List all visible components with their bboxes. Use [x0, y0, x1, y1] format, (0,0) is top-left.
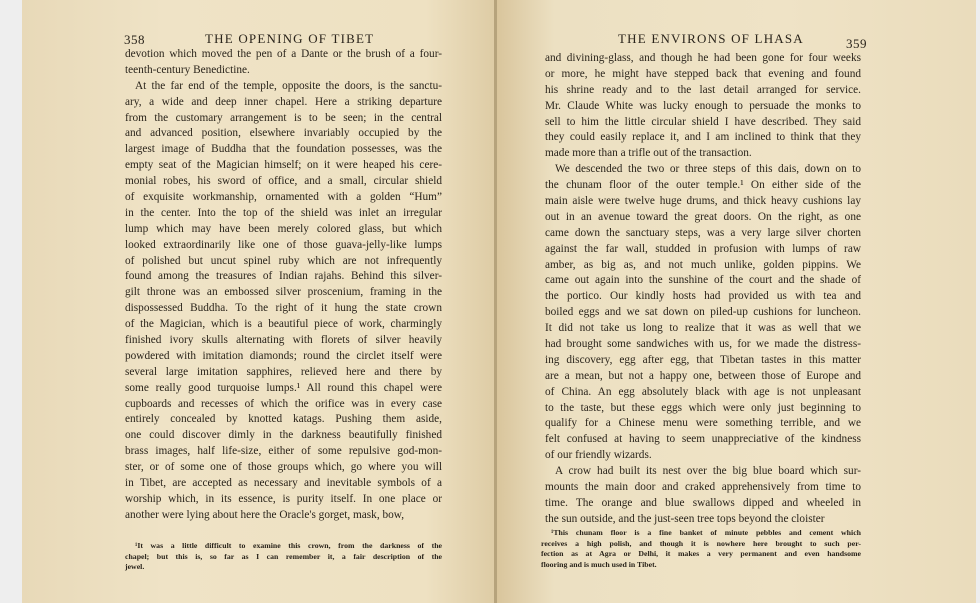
- text-line: empty seat of the Magician himself; on it were heaped his cere-: [125, 159, 442, 172]
- text-line: felt confused at having to seem unappreciative of the kindness: [545, 433, 861, 446]
- text-line: gilt throne was an embossed silver proscenium, framing in the: [125, 286, 442, 299]
- text-line: Mr. Claude White was lucky enough to persuade the monks to: [545, 99, 861, 112]
- text-line: another were lying about here the Oracle's gorget, mask, bow,: [125, 508, 405, 521]
- text-line: against the far wall, studded in profusion with lumps of raw: [545, 242, 861, 255]
- text-line: ster, or of some one of those groups which, go where you will: [125, 461, 442, 474]
- footnote-line: ¹It was a little difficult to examine this crown, from the darkness of the: [135, 541, 442, 550]
- text-line: to the taste, but these eggs which were only just beginning to: [545, 401, 861, 414]
- text-line: of polished but uncut spinel ruby which are not infrequently: [125, 254, 442, 267]
- text-line: dispossessed Buddha. To the right of it hung the state crown: [125, 302, 442, 315]
- text-line: powdered with imitation diamonds; round the circlet itself were: [125, 349, 442, 362]
- text-line: cupboards and recesses of which the orifice was in every case: [125, 397, 442, 410]
- right-running-head: THE ENVIRONS OF LHASA: [618, 31, 804, 46]
- left-running-head: THE OPENING OF TIBET: [205, 31, 375, 46]
- text-line: ing discovery, egg after egg, that Tibetan tastes in this matter: [545, 353, 861, 366]
- text-line: lump which may have been merely colored glass, but which: [125, 222, 442, 235]
- text-line: looked extraordinarily like one of those guava-jelly-like lumps: [125, 238, 442, 251]
- footnote-line: ¹This chunam floor is a fine banket of minute pebbles and cement which: [551, 528, 861, 537]
- text-line: in Tibet, are accepted as necessary and inevitable symbols of a: [125, 477, 442, 490]
- text-line: they could easily replace it, and I am inclined to think that they: [545, 131, 861, 144]
- text-line: came out again into the sunshine of the court and the shade of: [545, 274, 861, 287]
- text-line: mounts the main door and craked apprehensively from time to: [545, 481, 861, 494]
- footnote-line: flooring and is much used in Tibet.: [541, 559, 657, 569]
- left-footnote: [125, 541, 442, 573]
- text-line: are a mean, but not a happy one, between those of Europe and: [545, 369, 861, 382]
- footnote-line: fection as at Agra or Delhi, it makes a very permanent and even handsome: [541, 549, 861, 559]
- right-footnote: [541, 528, 861, 570]
- text-line: some really good turquoise lumps.¹ All round this chapel were: [125, 381, 442, 394]
- text-line: teenth-century Benedictine.: [125, 63, 250, 76]
- text-line: entirely concealed by knotted katags. Pushing them aside,: [125, 413, 442, 426]
- text-line: A crow had built its nest over the big blue board which sur-: [555, 465, 861, 478]
- text-line: in the center. Into the top of the shield was inlet an irregular: [125, 206, 442, 219]
- left-page: [22, 0, 497, 603]
- text-line: main aisle were twelve huge drums, and thick heavy cushions lay: [545, 195, 861, 208]
- text-line: sell to him the little circular shield I have described. They said: [545, 115, 861, 128]
- text-line: qualify for a Chinese menu were something terrible, and we: [545, 417, 861, 430]
- text-line: monial robes, his sword of office, and a small, circular shield: [125, 175, 442, 188]
- text-line: made more than a trifle out of the transaction.: [545, 147, 752, 160]
- right-body-text: [545, 51, 861, 528]
- text-line: the chunam floor of the outer temple.¹ On either side of the: [545, 179, 861, 192]
- text-line: one could discover dimly in the darkness beautifully finished: [125, 429, 442, 442]
- text-line: had brought some sandwiches with us, for we made the distress-: [545, 338, 861, 351]
- text-line: of the Magician, which is a beautiful piece of work, charmingly: [125, 318, 442, 331]
- text-line: and divining-glass, and though he had been gone for four weeks: [545, 52, 861, 64]
- text-line: worship which, in its essence, is purity itself. In one place or: [125, 492, 442, 505]
- text-line: We descended the two or three steps of this dais, down on to: [555, 163, 861, 176]
- text-line: came down the sanctuary steps, was a very large silver chorten: [545, 226, 861, 239]
- text-line: boiled eggs and we sat down on piled-up cushions for luncheon.: [545, 306, 861, 319]
- right-page: [497, 0, 976, 603]
- text-line: largest image of Buddha that the foundation possesses, was the: [125, 143, 442, 156]
- text-line: ary, a wide and deep inner chapel. Here a striking departure: [125, 95, 442, 108]
- text-line: brass images, half life-size, either of some repulsive god-mon-: [125, 445, 442, 458]
- text-line: finished ivory skulls alternating with florets of silver heavily: [125, 334, 442, 347]
- text-line: or more, he might have stepped back that evening and found: [545, 67, 861, 80]
- footnote-line: chapel; but this is, so far as I can remember it, a fair description of the: [125, 551, 442, 561]
- text-line: his shrine ready and to the last detail arranged for service.: [545, 83, 861, 96]
- text-line: of exquisite workmanship, ornamented with a golden “Hum”: [125, 191, 442, 204]
- text-line: time. The orange and blue swallows dipped and wheeled in: [545, 496, 861, 509]
- text-line: At the far end of the temple, opposite the doors, is the sanctu-: [135, 79, 442, 92]
- text-line: from the customary arrangement is to be seen; in the central: [125, 111, 442, 124]
- text-line: and advanced position, elsewhere invariably occupied by the: [125, 127, 442, 140]
- text-line: of our friendly wizards.: [545, 449, 652, 462]
- text-line: out in an avenue toward the great doors. On the right, as one: [545, 210, 861, 223]
- text-line: of China. An egg absolutely black with age is not unpleasant: [545, 385, 861, 398]
- footnote-line: jewel.: [125, 562, 145, 572]
- text-line: amber, as big as, and not much unlike, golden pippins. We: [545, 258, 861, 271]
- text-line: found among the treasures of Indian rajahs. Behind this silver-: [125, 270, 442, 283]
- left-body-text: [125, 47, 442, 524]
- right-page-number: 359: [846, 36, 867, 51]
- text-line: devotion which moved the pen of a Dante or the brush of a four-: [125, 48, 442, 60]
- text-line: the sun outside, and the just-seen tree tops beyond the cloister: [545, 512, 825, 525]
- left-page-number: 358: [124, 32, 145, 47]
- text-line: It did not take us long to realize that it was as well that we: [545, 322, 861, 335]
- text-line: the portico. Our kindly hosts had provided us with tea and: [545, 290, 861, 303]
- footnote-line: receives a high polish, and though it is nowhere here brought to such per-: [541, 538, 861, 548]
- text-line: several large imitation sapphires, relieved here and there by: [125, 365, 442, 378]
